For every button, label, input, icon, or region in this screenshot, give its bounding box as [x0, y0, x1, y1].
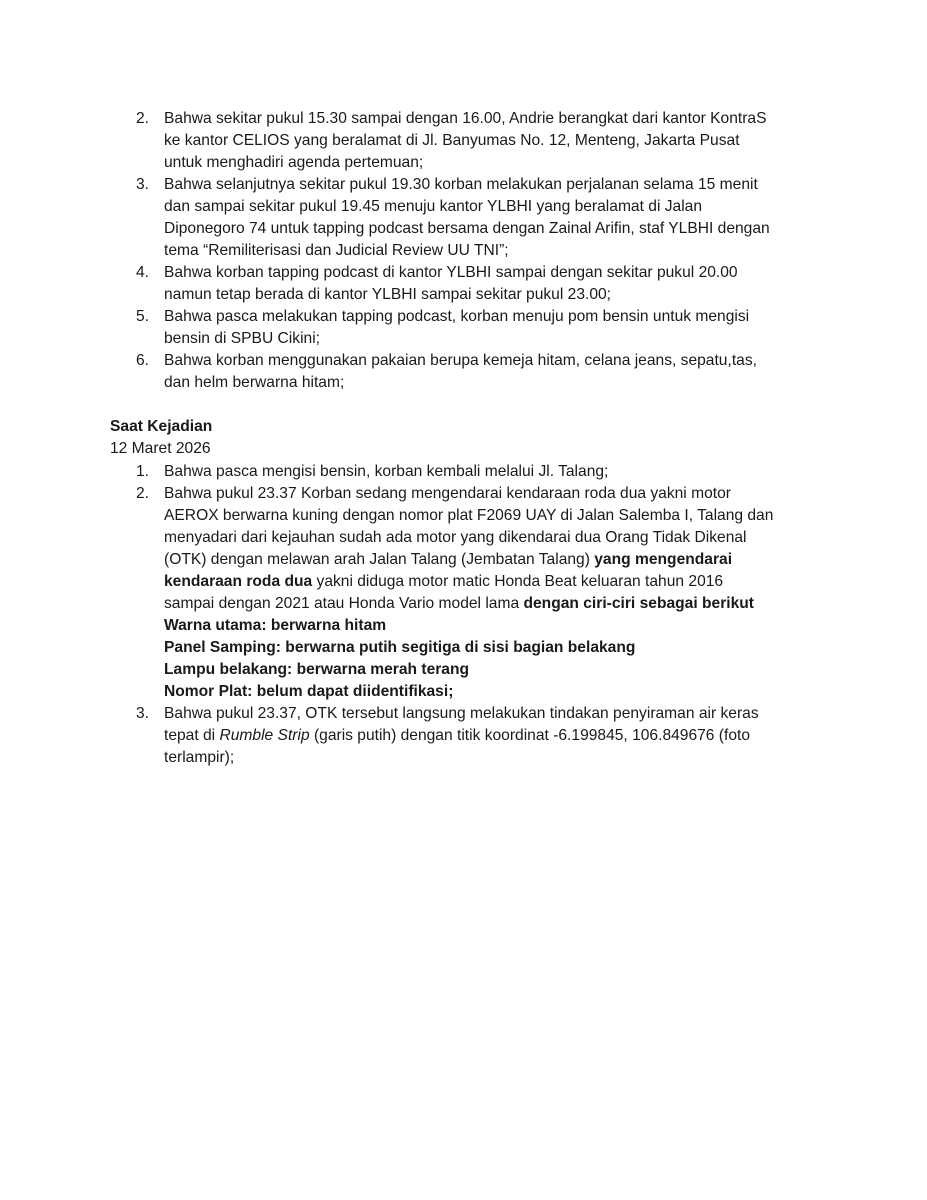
list-item: [110, 483, 830, 703]
bold-text-run: kendaraan roda dua: [164, 573, 313, 590]
list-item-line: dan sampai sekitar pukul 19.45 menuju kantor YLBHI yang beralamat di Jalan: [164, 198, 703, 215]
list-item-line: namun tetap berada di kantor YLBHI sampai sekitar pukul 23.00;: [164, 286, 612, 303]
list-item: [110, 306, 830, 350]
list-item-line: untuk menghadiri agenda pertemuan;: [164, 154, 424, 171]
list-item-number: 6.: [136, 352, 150, 369]
chronology-list-before: [110, 108, 830, 394]
list-item-number: 2.: [136, 110, 150, 127]
list-item-line: [164, 725, 830, 747]
text-run: sampai dengan 2021 atau Honda Vario model lama: [164, 595, 524, 612]
list-item-line: Bahwa pukul 23.37 Korban sedang mengendarai kendaraan roda dua yakni motor: [164, 485, 731, 502]
list-item-line: tema “Remiliterisasi dan Judicial Review UU TNI”;: [164, 242, 509, 259]
list-item: [110, 703, 830, 769]
list-item-line: [164, 593, 830, 615]
chronology-list-incident: [110, 461, 830, 769]
list-item-line: Bahwa pasca mengisi bensin, korban kembali melalui Jl. Talang;: [164, 463, 609, 480]
list-item-number: 5.: [136, 308, 150, 325]
vehicle-feature-plate: Nomor Plat: belum dapat diidentifikasi;: [164, 683, 454, 700]
text-run: (OTK) dengan melawan arah Jalan Talang (Jembatan Talang): [164, 551, 595, 568]
text-run: yakni diduga motor matic Honda Beat keluaran tahun 2016: [312, 573, 724, 590]
list-item: [110, 262, 830, 306]
list-item-line: menyadari dari kejauhan sudah ada motor yang dikendarai dua Orang Tidak Dikenal: [164, 529, 747, 546]
section-heading: Saat Kejadian: [110, 418, 213, 435]
list-item-line: AEROX berwarna kuning dengan nomor plat F2069 UAY di Jalan Salemba I, Talang dan: [164, 507, 774, 524]
list-item-line: bensin di SPBU Cikini;: [164, 330, 321, 347]
list-item-line: Bahwa pasca melakukan tapping podcast, korban menuju pom bensin untuk mengisi: [164, 308, 750, 325]
list-item-line: ke kantor CELIOS yang beralamat di Jl. Banyumas No. 12, Menteng, Jakarta Pusat: [164, 132, 740, 149]
text-run: tepat di: [164, 727, 220, 744]
italic-text-run: Rumble Strip: [219, 727, 310, 744]
list-item-line: dan helm berwarna hitam;: [164, 374, 345, 391]
list-item-number: 3.: [136, 705, 150, 722]
list-item: [110, 108, 830, 174]
vehicle-feature-side-panel: Panel Samping: berwarna putih segitiga di sisi bagian belakang: [164, 639, 636, 656]
vehicle-feature-rear-light: Lampu belakang: berwarna merah terang: [164, 661, 470, 678]
list-item: [110, 350, 830, 394]
list-item-line: [164, 571, 830, 593]
list-item-number: 2.: [136, 485, 150, 502]
section-date: 12 Maret 2026: [110, 440, 211, 457]
list-item-line: Bahwa korban menggunakan pakaian berupa kemeja hitam, celana jeans, sepatu,tas,: [164, 352, 757, 369]
list-item-line: Diponegoro 74 untuk tapping podcast bersama dengan Zainal Arifin, staf YLBHI dengan: [164, 220, 770, 237]
text-run: (garis putih) dengan titik koordinat -6.199845, 106.849676 (foto: [309, 727, 751, 744]
list-item-line: [164, 549, 830, 571]
list-item-number: 4.: [136, 264, 150, 281]
list-item-line: Bahwa selanjutnya sekitar pukul 19.30 korban melakukan perjalanan selama 15 menit: [164, 176, 758, 193]
vehicle-feature-color: Warna utama: berwarna hitam: [164, 617, 387, 634]
list-item: [110, 461, 830, 483]
list-item-line: Bahwa pukul 23.37, OTK tersebut langsung melakukan tindakan penyiraman air keras: [164, 705, 759, 722]
list-item-number: 1.: [136, 463, 150, 480]
list-item-line: terlampir);: [164, 749, 235, 766]
list-item-number: 3.: [136, 176, 150, 193]
bold-text-run: yang mengendarai: [594, 551, 733, 568]
bold-text-run: dengan ciri-ciri sebagai berikut: [523, 595, 754, 612]
list-item-line: Bahwa korban tapping podcast di kantor YLBHI sampai dengan sekitar pukul 20.00: [164, 264, 738, 281]
list-item: [110, 174, 830, 262]
list-item-line: Bahwa sekitar pukul 15.30 sampai dengan 16.00, Andrie berangkat dari kantor KontraS: [164, 110, 767, 127]
